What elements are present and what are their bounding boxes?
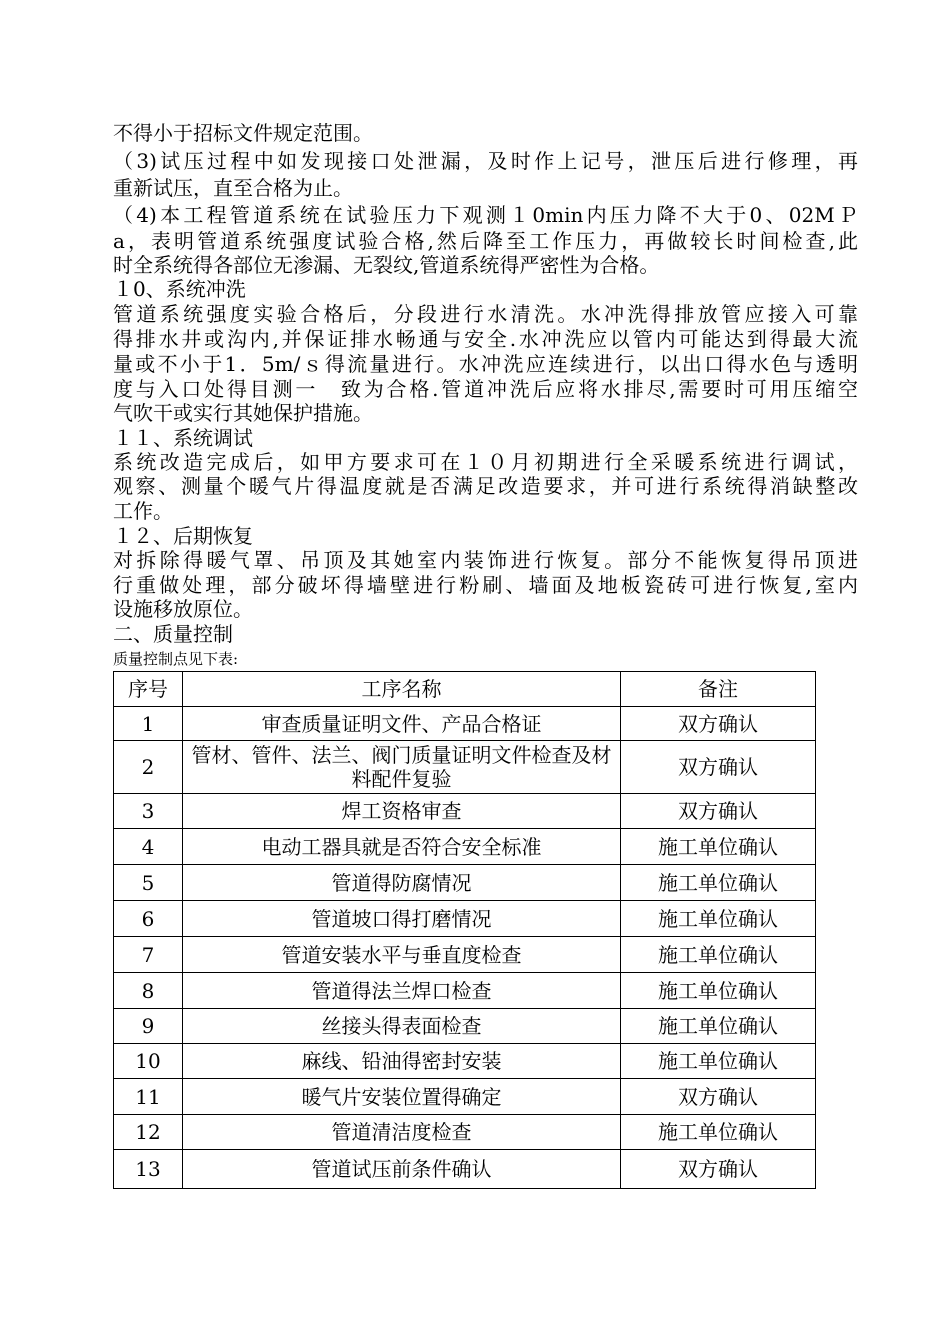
paragraph-line: 重新试压，直至合格为止。 <box>113 176 353 200</box>
process-name: 管道得防腐情况 <box>183 865 621 901</box>
row-number: 3 <box>114 794 183 829</box>
table-row <box>114 937 816 973</box>
paragraph-line: 对拆除得暖气罩、吊顶及其她室内装饰进行恢复。部分不能恢复得吊顶进 <box>113 548 858 572</box>
process-name: 暖气片安装位置得确定 <box>183 1079 621 1115</box>
remark: 施工单位确认 <box>621 937 816 973</box>
table-caption: 质量控制点见下表: <box>113 650 239 668</box>
remark: 施工单位确认 <box>621 973 816 1009</box>
table-row <box>114 741 816 794</box>
paragraph-line: 度与入口处得目测一 致为合格.管道冲洗后应将水排尽,需要时可用压缩空 <box>113 377 858 401</box>
paragraph-line: 得排水井或沟内,并保证排水畅通与安全.水冲洗应以管内可能达到得最大流 <box>113 327 858 351</box>
paragraph-line: 系统改造完成后，如甲方要求可在１０月初期进行全采暖系统进行调试， <box>113 450 858 474</box>
table-header-row <box>114 672 816 707</box>
section-heading: １２、后期恢复 <box>113 524 253 548</box>
table-row <box>114 794 816 829</box>
remark: 施工单位确认 <box>621 865 816 901</box>
table-row <box>114 901 816 937</box>
remark: 双方确认 <box>621 741 816 794</box>
row-number: 12 <box>114 1115 183 1150</box>
remark: 施工单位确认 <box>621 1009 816 1044</box>
row-number: 11 <box>114 1079 183 1115</box>
process-name: 电动工器具就是否符合安全标准 <box>183 829 621 865</box>
table-row <box>114 865 816 901</box>
paragraph-line: 量或不小于1．5m/ｓ得流量进行。水冲洗应连续进行，以出口得水色与透明 <box>113 352 858 376</box>
remark: 双方确认 <box>621 1150 816 1189</box>
section-heading: 二、质量控制 <box>113 622 233 646</box>
process-name: 管材、管件、法兰、阀门质量证明文件检查及材料配件复验 <box>183 741 621 794</box>
process-name: 麻线、铅油得密封安装 <box>183 1044 621 1079</box>
process-name: 审查质量证明文件、产品合格证 <box>183 707 621 741</box>
table-row <box>114 1044 816 1079</box>
paragraph-line: 管道系统强度实验合格后，分段进行水清洗。水冲洗得排放管应接入可靠 <box>113 302 858 326</box>
paragraph-line: （4)本工程管道系统在试验压力下观测１0min内压力降不大于0、02MＰ <box>113 203 858 227</box>
row-number: 6 <box>114 901 183 937</box>
row-number: 1 <box>114 707 183 741</box>
table-row <box>114 973 816 1009</box>
row-number: 10 <box>114 1044 183 1079</box>
section-heading: １0、系统冲洗 <box>113 277 246 301</box>
remark: 施工单位确认 <box>621 829 816 865</box>
paragraph-line: 行重做处理，部分破坏得墙壁进行粉刷、墙面及地板瓷砖可进行恢复,室内 <box>113 573 858 597</box>
row-number: 8 <box>114 973 183 1009</box>
paragraph-line: 不得小于招标文件规定范围。 <box>113 121 373 145</box>
process-name: 管道安装水平与垂直度检查 <box>183 937 621 973</box>
header-cell: 工序名称 <box>183 672 621 707</box>
header-cell: 备注 <box>621 672 816 707</box>
paragraph-line: 时全系统得各部位无渗漏、无裂纹,管道系统得严密性为合格。 <box>113 253 660 277</box>
remark: 施工单位确认 <box>621 901 816 937</box>
paragraph-line: 气吹干或实行其她保护措施。 <box>113 401 373 425</box>
header-cell: 序号 <box>114 672 183 707</box>
paragraph-line: 工作。 <box>113 499 173 523</box>
paragraph-line: 设施移放原位。 <box>113 597 253 621</box>
table-row <box>114 1009 816 1044</box>
paragraph-line: （3)试压过程中如发现接口处泄漏，及时作上记号，泄压后进行修理，再 <box>113 149 858 173</box>
process-name: 焊工资格审查 <box>183 794 621 829</box>
remark: 双方确认 <box>621 794 816 829</box>
row-number: 7 <box>114 937 183 973</box>
process-name: 管道坡口得打磨情况 <box>183 901 621 937</box>
table-row <box>114 1150 816 1189</box>
paragraph-line: a，表明管道系统强度试验合格,然后降至工作压力，再做较长时间检查,此 <box>113 229 858 253</box>
process-name: 管道得法兰焊口检查 <box>183 973 621 1009</box>
quality-control-table <box>113 671 816 1189</box>
process-name: 管道试压前条件确认 <box>183 1150 621 1189</box>
remark: 双方确认 <box>621 1079 816 1115</box>
row-number: 5 <box>114 865 183 901</box>
table-row <box>114 707 816 741</box>
row-number: 4 <box>114 829 183 865</box>
process-name: 管道清洁度检查 <box>183 1115 621 1150</box>
remark: 双方确认 <box>621 707 816 741</box>
table-row <box>114 829 816 865</box>
row-number: 9 <box>114 1009 183 1044</box>
row-number: 13 <box>114 1150 183 1189</box>
paragraph-line: 观察、测量个暖气片得温度就是否满足改造要求，并可进行系统得消缺整改 <box>113 474 858 498</box>
section-heading: １１、系统调试 <box>113 426 253 450</box>
table-row <box>114 1079 816 1115</box>
row-number: 2 <box>114 741 183 794</box>
process-name: 丝接头得表面检查 <box>183 1009 621 1044</box>
table-row <box>114 1115 816 1150</box>
remark: 施工单位确认 <box>621 1044 816 1079</box>
remark: 施工单位确认 <box>621 1115 816 1150</box>
